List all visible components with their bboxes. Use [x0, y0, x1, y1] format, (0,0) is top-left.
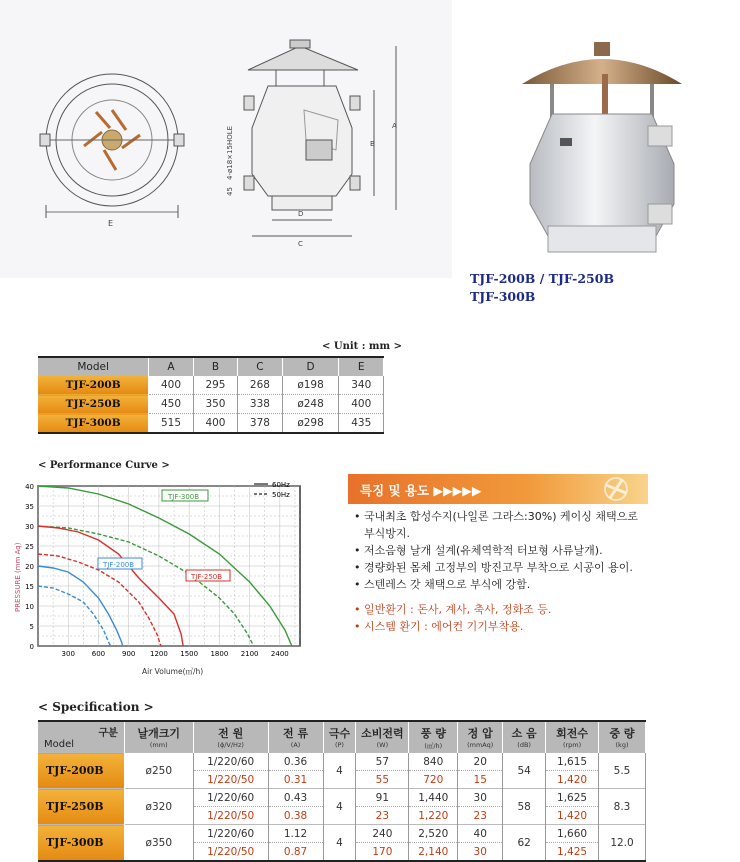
cell-a: 400	[149, 376, 193, 395]
rpm-60-cell: 1,615	[546, 753, 599, 771]
table-row	[38, 376, 384, 395]
header-corner-top: 구분	[98, 728, 118, 739]
y-tick-label: 40	[25, 483, 34, 491]
x-tick-label: 2100	[240, 650, 259, 658]
weight-cell: 5.5	[599, 753, 646, 789]
blade-cell: ø320	[124, 789, 193, 825]
y-tick-label: 15	[25, 583, 34, 591]
cell-a: 515	[149, 414, 193, 434]
dim-label-c: C	[298, 240, 303, 248]
feature-item: • 국내최초 합성수지(나일론 그라스:30%) 케이싱 채택으로 부식방지.	[354, 510, 638, 540]
svg-text:TJF-200B: TJF-200B	[103, 561, 135, 569]
performance-chart	[10, 472, 306, 678]
y-tick-label: 10	[25, 603, 34, 611]
rpm-50-cell: 1,420	[546, 771, 599, 789]
cell-c: 378	[238, 414, 282, 434]
table-row	[38, 414, 384, 434]
noise-cell: 58	[503, 789, 546, 825]
dimension-table-header	[38, 357, 384, 376]
x-tick-label: 2400	[270, 650, 289, 658]
cell-d: ø298	[282, 414, 339, 434]
pressure-60-cell: 40	[458, 825, 503, 843]
use-item: • 시스템 환기 : 에어컨 기기부착용.	[354, 620, 524, 633]
current-60-cell: 0.43	[268, 789, 323, 807]
y-tick-label: 25	[25, 543, 34, 551]
product-photo	[452, 14, 740, 264]
features-list	[350, 508, 650, 635]
cell-e: 400	[339, 395, 384, 414]
legend-50hz: 50Hz	[272, 491, 290, 499]
header-corner	[38, 721, 124, 753]
hole-spec-label: 4-ø18×15HOLE	[226, 125, 234, 180]
header-a: A	[149, 357, 193, 376]
model-cell: TJF-300B	[38, 414, 149, 434]
rpm-50-cell: 1,420	[546, 807, 599, 825]
header-weight: 중 량 (kg)	[599, 721, 646, 753]
rpm-60-cell: 1,625	[546, 789, 599, 807]
volume-50-cell: 720	[409, 771, 458, 789]
photo-caption-line1: TJF-200B / TJF-250B	[470, 271, 615, 286]
pressure-50-cell: 15	[458, 771, 503, 789]
watt-50-cell: 23	[356, 807, 409, 825]
chart-grid	[38, 486, 300, 646]
use-item: • 일반환기 : 돈사, 계사, 축사, 정화조 등.	[354, 603, 552, 616]
watt-50-cell: 55	[356, 771, 409, 789]
spec-header-row	[38, 721, 646, 753]
watt-60-cell: 91	[356, 789, 409, 807]
feature-item: • 저소음형 날개 설계(유체역학적 터보형 사류날개).	[354, 544, 603, 557]
model-cell: TJF-250B	[38, 395, 149, 414]
x-tick-label: 900	[122, 650, 136, 658]
header-volume: 풍 량 (㎥/h)	[409, 721, 458, 753]
y-tick-label: 35	[25, 503, 34, 511]
x-tick-label: 1800	[210, 650, 229, 658]
pole-cell: 4	[323, 825, 356, 862]
annotation-tjf200b	[98, 558, 142, 569]
current-50-cell: 0.38	[268, 807, 323, 825]
watt-60-cell: 57	[356, 753, 409, 771]
header-d: D	[282, 357, 339, 376]
fan-icon	[588, 476, 644, 502]
current-50-cell: 0.87	[268, 843, 323, 862]
dim-label-a: A	[392, 122, 397, 130]
technical-drawing-panel	[0, 0, 452, 278]
volume-50-cell: 2,140	[409, 843, 458, 862]
watt-50-cell: 170	[356, 843, 409, 862]
svg-text:TJF-300B: TJF-300B	[168, 493, 200, 501]
cell-b: 400	[193, 414, 237, 434]
cell-c: 338	[238, 395, 282, 414]
power-50-cell: 1/220/50	[193, 843, 268, 862]
product-photo-panel	[452, 14, 740, 314]
header-c: C	[238, 357, 282, 376]
current-60-cell: 1.12	[268, 825, 323, 843]
cell-a: 450	[149, 395, 193, 414]
cell-d: ø248	[282, 395, 339, 414]
rpm-60-cell: 1,660	[546, 825, 599, 843]
y-tick-label: 20	[25, 563, 34, 571]
specification-table	[38, 720, 646, 862]
features-title: 특징 및 용도 ▶▶▶▶▶	[360, 483, 482, 498]
power-50-cell: 1/220/50	[193, 807, 268, 825]
table-row	[38, 395, 384, 414]
current-60-cell: 0.36	[268, 753, 323, 771]
model-cell: TJF-200B	[38, 376, 149, 395]
spec-row-60hz	[38, 753, 646, 771]
y-tick-label: 30	[25, 523, 34, 531]
cell-c: 268	[238, 376, 282, 395]
header-rpm: 회전수 (rpm)	[546, 721, 599, 753]
header-blade: 날개크기 (mm)	[124, 721, 193, 753]
pressure-50-cell: 23	[458, 807, 503, 825]
pole-cell: 4	[323, 753, 356, 789]
specification-title: < Specification >	[38, 700, 154, 714]
weight-cell: 8.3	[599, 789, 646, 825]
header-b: B	[193, 357, 237, 376]
weight-cell: 12.0	[599, 825, 646, 862]
dim-label-e: E	[108, 219, 114, 228]
unit-label: < Unit : mm >	[322, 341, 402, 352]
cell-e: 340	[339, 376, 384, 395]
svg-text:TJF-250B: TJF-250B	[191, 573, 223, 581]
x-tick-label: 1500	[180, 650, 199, 658]
cell-e: 435	[339, 414, 384, 434]
x-tick-label: 600	[91, 650, 106, 658]
annotation-tjf300b	[162, 490, 208, 501]
technical-drawing	[0, 0, 452, 278]
photo-caption-line2: TJF-300B	[470, 289, 536, 304]
blade-cell: ø250	[124, 753, 193, 789]
y-tick-label: 5	[29, 623, 34, 631]
volume-60-cell: 1,440	[409, 789, 458, 807]
dim-label-b: B	[370, 140, 375, 148]
current-50-cell: 0.31	[268, 771, 323, 789]
front-view-drawing	[40, 74, 184, 218]
header-noise: 소 음 (dB)	[503, 721, 546, 753]
volume-50-cell: 1,220	[409, 807, 458, 825]
power-60-cell: 1/220/60	[193, 825, 268, 843]
spec-row-60hz	[38, 825, 646, 843]
angle-label: 45	[226, 187, 234, 196]
y-tick-label: 0	[29, 643, 34, 651]
noise-cell: 54	[503, 753, 546, 789]
power-60-cell: 1/220/60	[193, 753, 268, 771]
side-view-drawing	[244, 40, 396, 236]
volume-60-cell: 840	[409, 753, 458, 771]
header-e: E	[339, 357, 384, 376]
pressure-60-cell: 20	[458, 753, 503, 771]
pole-cell: 4	[323, 789, 356, 825]
volume-60-cell: 2,520	[409, 825, 458, 843]
noise-cell: 62	[503, 825, 546, 862]
cell-b: 295	[193, 376, 237, 395]
annotation-tjf250b	[186, 570, 230, 581]
dimension-table	[38, 356, 384, 434]
blade-cell: ø350	[124, 825, 193, 862]
x-tick-label: 300	[61, 650, 75, 658]
header-pole: 극수 (P)	[323, 721, 356, 753]
spec-row-60hz	[38, 789, 646, 807]
features-header	[348, 474, 648, 504]
header-power: 전 원 (ɸ/V/Hz)	[193, 721, 268, 753]
y-axis-label: PRESSURE (mm Aq)	[14, 542, 22, 612]
dim-label-d: D	[298, 210, 304, 218]
model-cell: TJF-200B	[38, 753, 124, 789]
pressure-60-cell: 30	[458, 789, 503, 807]
performance-title: < Performance Curve >	[38, 460, 170, 471]
header-current: 전 류 (A)	[268, 721, 323, 753]
watt-60-cell: 240	[356, 825, 409, 843]
model-cell: TJF-300B	[38, 825, 124, 862]
pressure-50-cell: 30	[458, 843, 503, 862]
header-watt: 소비전력 (W)	[356, 721, 409, 753]
feature-item: • 경량화된 몸체 고정부의 방진고무 부착으로 시공이 용이.	[354, 561, 633, 574]
cell-b: 350	[193, 395, 237, 414]
x-axis-label: Air Volume(㎥/h)	[142, 667, 204, 676]
header-pressure: 정 압 (mmAq)	[458, 721, 503, 753]
power-60-cell: 1/220/60	[193, 789, 268, 807]
legend-60hz: 60Hz	[272, 481, 290, 489]
feature-item: • 스텐레스 갓 채택으로 부식에 강함.	[354, 578, 531, 591]
x-tick-label: 1200	[150, 650, 168, 658]
model-cell: TJF-250B	[38, 789, 124, 825]
header-model: Model	[38, 357, 149, 376]
cell-d: ø198	[282, 376, 339, 395]
header-corner-bottom: Model	[44, 739, 75, 750]
power-50-cell: 1/220/50	[193, 771, 268, 789]
rpm-50-cell: 1,425	[546, 843, 599, 862]
